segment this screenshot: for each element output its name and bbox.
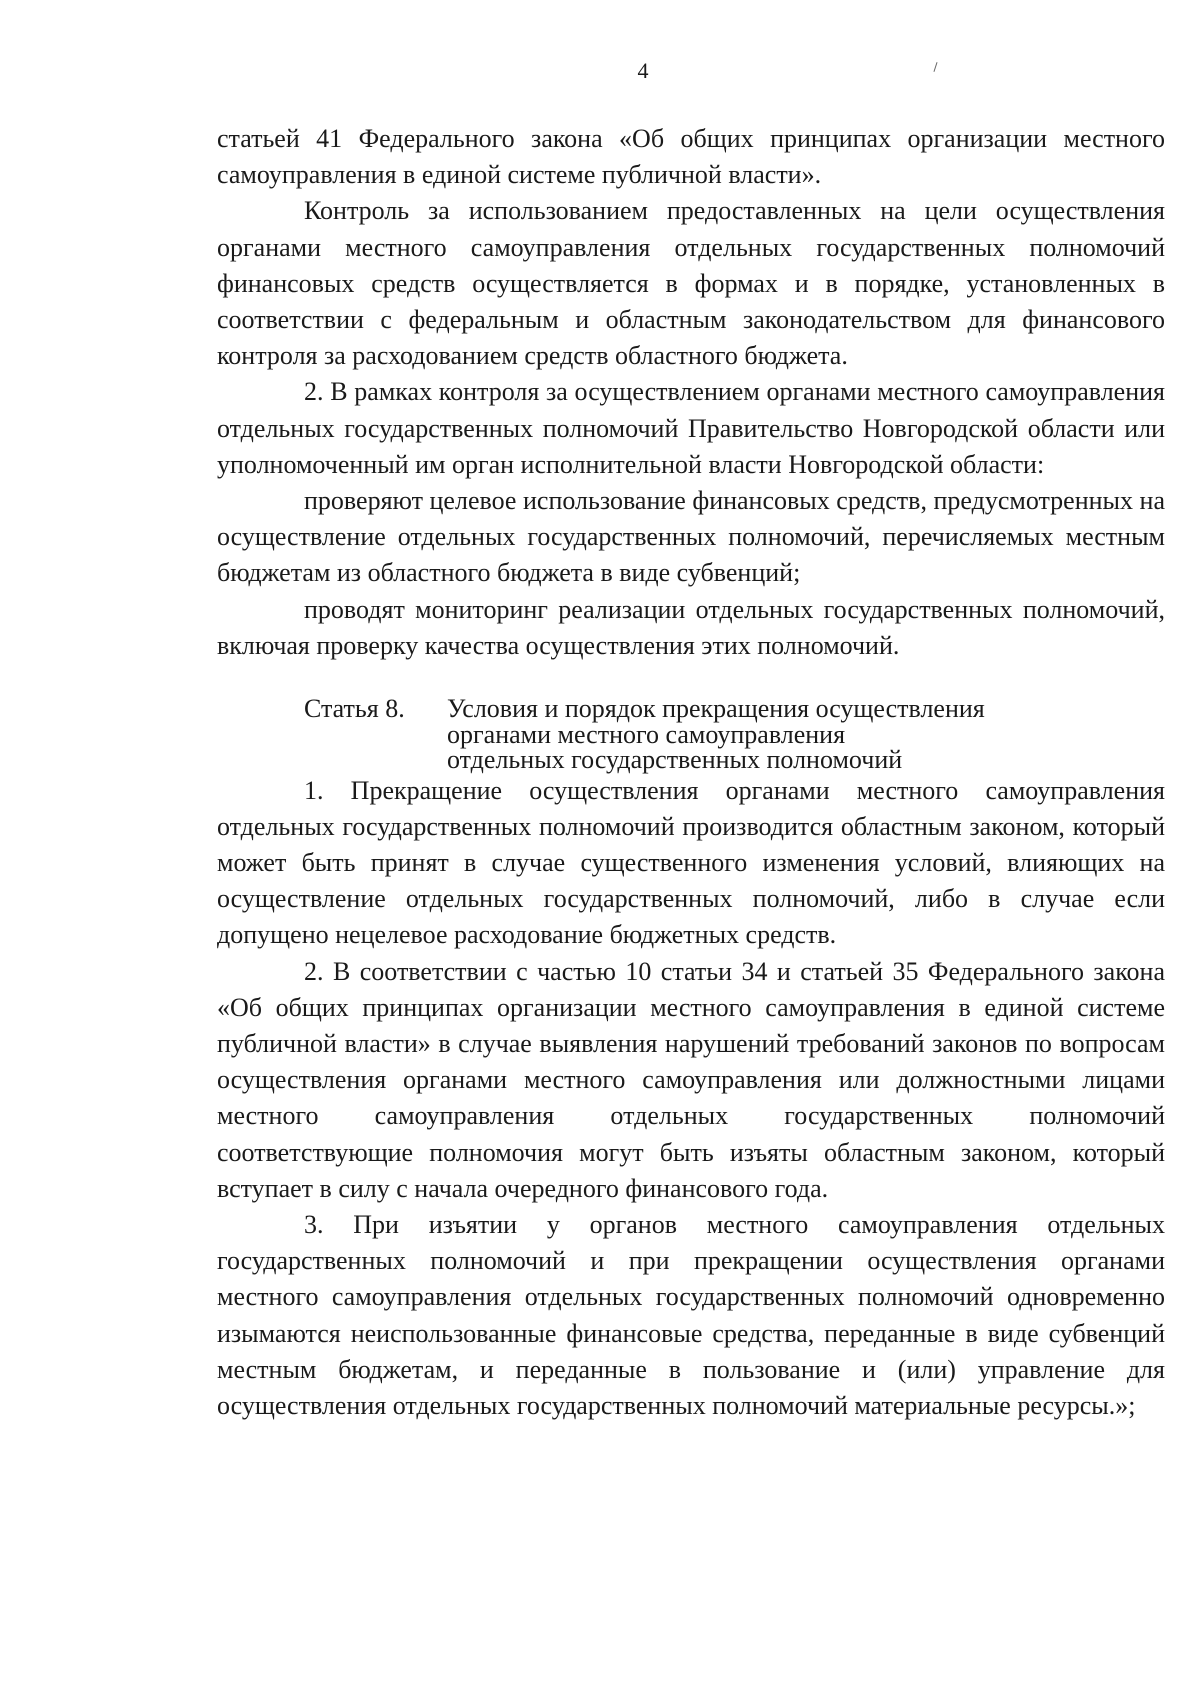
article-title [447,696,1165,773]
article-title-line: отдельных государственных полномочий [447,745,903,775]
article-title-line: органами местного самоуправления [447,719,846,749]
paragraph-article-8-part-1: 1. Прекращение осуществления органами местного самоуправления отдельных государственных полномочий производится областным законом, который может быть принят в случае существенного изменения условий, влияющих на осуществление отдельных государственных полномочий, либо в случае если допущено нецелевое расходование бюджетных средств. [217,775,1165,950]
paragraph-continuation: статьей 41 Федерального закона «Об общих принципах организации местного самоуправления в единой системе публичной власти». [217,124,1165,190]
document-body [217,121,1165,1424]
paragraph-article-8-part-3: 3. При изъятии у органов местного самоуправления отдельных государственных полномочий и при прекращении осуществления органами местного самоуправления отдельных государственных полномочий одновременно изымаются неиспользованные финансовые средства, переданные в виде субвенций местным бюджетам, и переданные в пользование и (или) управление для осуществления отдельных государственных полномочий материальные ресурсы.»; [217,1209,1165,1420]
article-title-line: Условия и порядок прекращения осуществления [447,694,985,724]
article-number: Статья 8. [304,694,405,724]
paragraph-check: проверяют целевое использование финансовых средств, предусмотренных на осуществление отдельных государственных полномочий, перечисляемых местным бюджетам из областного бюджета в виде субвенций; [217,486,1165,588]
paragraph-article-8-part-2: 2. В соответствии с частью 10 статьи 34 и статьей 35 Федерального закона «Об общих принципах организации местного самоуправления в единой системе публичной власти» в случае выявления нарушений требований законов по вопросам осуществления органами местного самоуправления или должностными лицами местного самоуправления отдельных государственных полномочий соответствующие полномочия могут быть изъяты областным законом, который вступает в силу с начала очередного финансового года. [217,956,1165,1203]
paragraph-item-2: 2. В рамках контроля за осуществлением органами местного самоуправления отдельных государственных полномочий Правительство Новгородской области или уполномоченный им орган исполнительной власти Новгородской области: [217,377,1165,479]
paragraph-monitoring: проводят мониторинг реализации отдельных государственных полномочий, включая проверку качества осуществления этих полномочий. [217,594,1165,660]
article-heading [217,696,1165,773]
page-number-text: 4 [637,58,649,83]
paragraph-control: Контроль за использованием предоставленных на цели осуществления органами местного самоуправления отдельных государственных полномочий финансовых средств осуществляется в формах и в порядке, установленных в соответствии с федеральным и областным законодательством для финансового контроля за расходованием средств областного бюджета. [217,196,1165,371]
page-number [0,58,1200,84]
